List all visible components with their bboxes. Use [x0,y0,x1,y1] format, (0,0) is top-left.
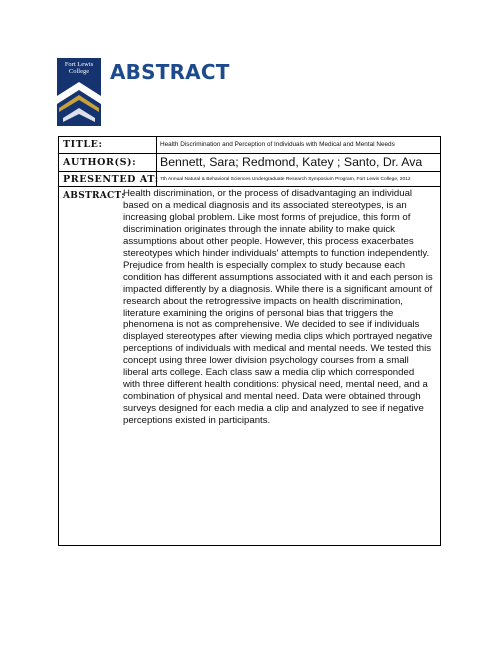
authors-row [59,154,440,172]
page-title: ABSTRACT [110,60,230,84]
logo-wordmark [57,61,101,75]
abstract-line: displayed stereotypes after viewing media clips which portrayed negative [123,331,433,343]
logo-text-line-1: Fort Lewis [64,61,94,68]
abstract-line: literature examining the origins of personal bias that triggers the [123,307,394,319]
college-logo [57,58,101,126]
abstract-line: based on a medical diagnosis and its associated stereotypes, is an [123,199,407,211]
presented-value: 7th Annual Natural & Behavioral Sciences Undergraduate Research Symposium Program, Fort Lewis College, 2012 [160,177,411,182]
abstract-label: ABSTRACT: [63,191,125,201]
title-value: Health Discrimination and Perception of Individuals with Medical and Mental Needs [160,141,395,148]
abstract-line: with three different health conditions: physical need, mental need, and a [123,379,428,391]
abstract-form [58,136,441,546]
mountain-chevron-icon [57,78,101,126]
abstract-line: Health discrimination, or the process of disadvantaging an individual [123,188,413,199]
authors-label: AUTHOR(S): [63,157,137,168]
column-divider [156,137,157,187]
abstract-line: increasing global problem. Like most forms of prejudice, this form of [123,211,411,223]
abstract-line: research about the retrogressive impacts on health discrimination, [123,295,403,307]
title-row [59,137,440,154]
presented-label: PRESENTED AT: [63,174,159,185]
abstract-line: condition has different assumptions associated with it and each person is [123,271,433,283]
abstract-line: stereotypes which hinder individuals' attempts to function independently. [123,247,430,259]
abstract-line: assumptions about other people. However, this process exacerbates [123,235,414,247]
title-label: TITLE: [63,139,103,150]
abstract-line: impacted differently by a diagnosis. While there is a significant amount of [123,283,433,295]
authors-value: Bennett, Sara; Redmond, Katey ; Santo, Dr. Ava [160,155,423,169]
presented-row [59,172,440,187]
abstract-line: surveys designed for each media a clip and analyzed to see if negative [123,403,424,415]
abstract-line: phenomena is not as comprehensive. We decided to see if individuals [123,319,420,331]
logo-text-line-2: College [68,68,90,75]
abstract-line: liberal arts college. Each class saw a media clip which corresponded [123,367,415,379]
abstract-line: discrimination originates through the innate ability to make quick [123,223,395,235]
abstract-line: perceptions of individuals with medical and mental needs. We tested this [123,343,432,355]
abstract-line: Prejudice from health is especially complex to study because each [123,259,406,271]
abstract-line: concept using three lower division psychology courses from a small [123,355,409,367]
abstract-body [123,188,437,427]
abstract-line: perceptions existed in participants. [123,415,271,427]
abstract-line: combination of physical and mental need. Data were obtained through [123,391,421,403]
